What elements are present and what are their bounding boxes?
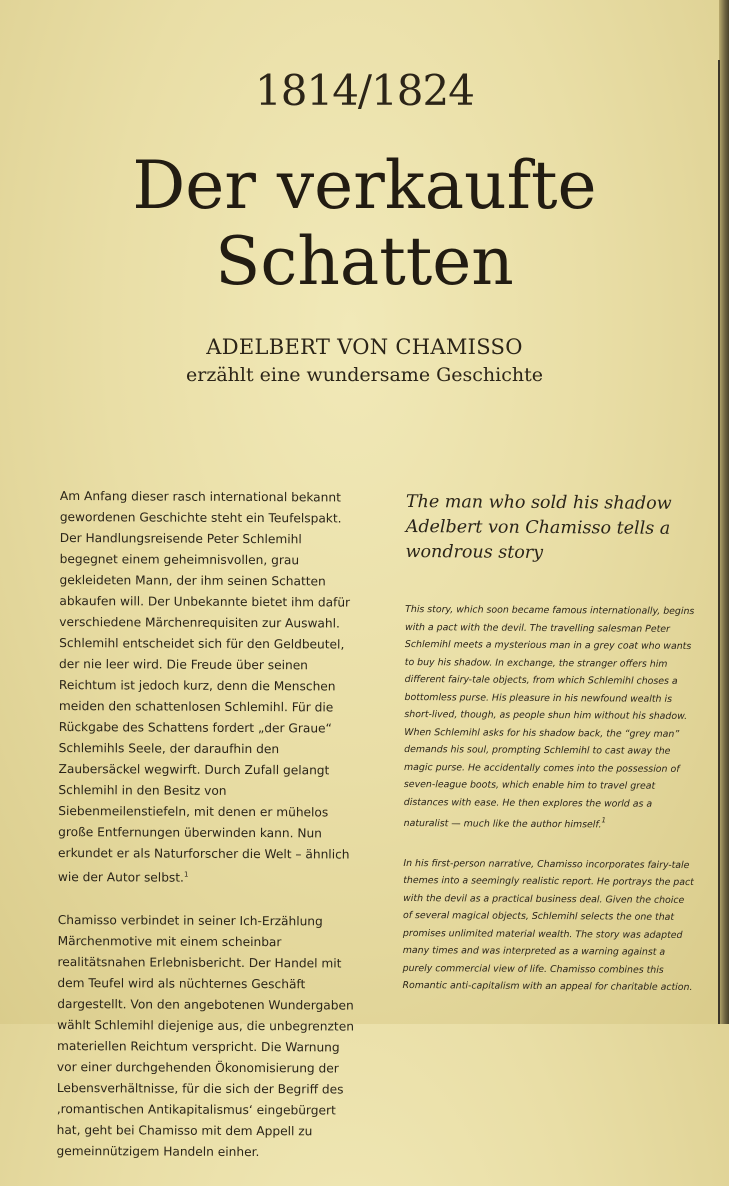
title-line-2: Schatten <box>215 223 514 300</box>
story-subtitle: erzählt eine wundersame Geschichte <box>186 364 543 386</box>
year-heading: 1814/1824 <box>255 66 474 115</box>
english-text-column <box>402 490 698 1019</box>
german-paragraph-1 <box>58 486 360 890</box>
english-title-line-1: The man who sold his shadow <box>405 491 672 514</box>
german-paragraph-1-text: Am Anfang dieser rasch international bekannt gewordenen Geschichte steht ein Teufelspakt. Der Handlungsreisende Peter Schlemihl begegnet einem geheimnisvollen, grau gekleideten Mann, der ihm seinen Schatten abkaufen will. Der Unbekannte bietet ihm dafür verschiedene Märchenrequisiten zur Auswahl. Schlemihl entscheidet sich für den Geldbeutel, der nie leer wird. Die Freude über seinen Reichtum ist jedoch kurz, denn die Menschen meiden den schattenlosen Schlemihl. Für die Rückgabe des Schattens fordert „der Graue“ Schlemihls Seele, der daraufhin den Zaubersäckel wegwirft. Durch Zufall gelangt Schlemihl in den Besitz von Siebenmeilenstiefeln, mit denen er mühelos große Entfernungen überwinden kann. Nun erkundet er als Naturforscher die Welt – ähnlich wie der Autor selbst. <box>57 488 351 885</box>
english-paragraph-1-text: This story, which soon became famous internationally, begins with a pact with the devil. The travelling salesman Peter Schlemihl meets a mysterious man in a grey coat who wants to buy his shadow. In exchange, the stranger offers him different fairy-tale objects, from which Schlemihl choses a bottomless purse. His pleasure in his newfound wealth is short-lived, though, as people shun him without his shadow. When Schlemihl asks for his shadow back, the “grey man” demands his soul, prompting Schlemihl to cast away the magic purse. He accidentally comes into the possession of seven-league boots, which enable him to travel great distances with ease. He then explores the world as a naturalist — much like the author himself. <box>403 603 695 831</box>
german-footnote-marker: 1 <box>183 870 189 879</box>
english-footnote-marker: 1 <box>601 816 607 825</box>
german-text-column <box>56 486 360 1186</box>
author-subtitle: ADELBERT VON CHAMISSO <box>206 335 523 359</box>
english-title <box>405 490 698 567</box>
english-title-line-2: Adelbert von Chamisso tells a <box>405 516 671 539</box>
english-paragraph-1 <box>404 601 698 835</box>
english-title-line-3: wondrous story <box>405 541 544 563</box>
english-paragraph-2: In his first-person narrative, Chamisso incorporates fairy-tale themes into a seemingly realistic report. He portrays the pact with the devil as a practical business deal. Given the choice of several magical objects, Schlemihl selects the one that promises unlimited material wealth. The story was adapted many times and was interpreted as a warning against a purely commercial view of life. Chamisso combines this Romantic anti-capitalism with an appeal for charitable action. <box>402 857 694 994</box>
page-title <box>0 148 729 300</box>
german-paragraph-2: Chamisso verbindet in seiner Ich-Erzählung Märchenmotive mit einem scheinbar realitätsnahen Erlebnisbericht. Der Handel mit dem Teufel wird als nüchternes Geschäft dargestellt. Von den angebotenen Wundergaben wählt Schlemihl diejenige aus, die unbegrenzten materiellen Reichtum verspricht. Die Warnung vor einer durchgehenden Ökonomisierung der Lebensverhältnisse, für die sich der Begriff des ‚romantischen Antikapitalismus‘ eingebürgert hat, geht bei Chamisso mit dem Appell zu gemeinnützigem Handeln einher. <box>56 912 354 1160</box>
title-line-1: Der verkaufte <box>132 147 597 224</box>
